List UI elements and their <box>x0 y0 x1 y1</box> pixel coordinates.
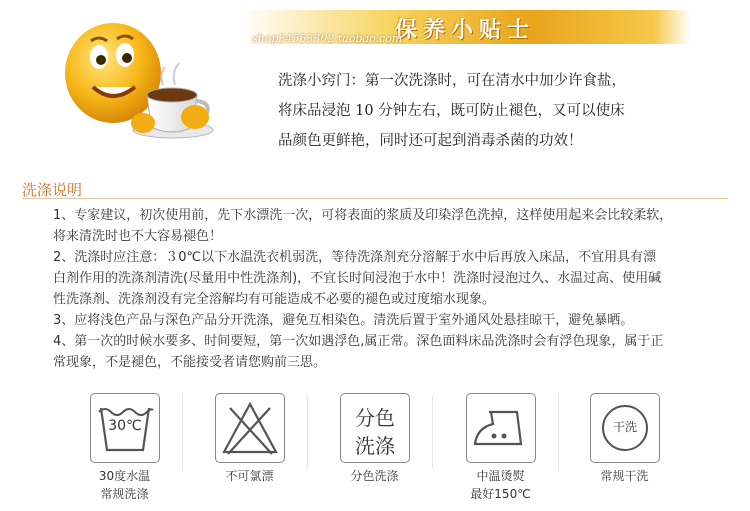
care-item-separate-colors <box>322 385 442 511</box>
note-line: 常现象，不是褪色，不能接受者请您购前三思。 <box>53 355 327 370</box>
caption-line: 常规洗涤 <box>100 487 149 501</box>
washing-notes <box>53 205 713 373</box>
care-icons-row <box>0 385 750 511</box>
dry-clean-label: 干洗 <box>612 420 637 434</box>
care-item-wash-30 <box>72 385 192 511</box>
section-title: 洗涤说明 <box>22 181 83 199</box>
caption-line: 常规干洗 <box>600 469 649 483</box>
care-caption <box>448 467 553 503</box>
symbol-line: 分色 <box>355 406 395 430</box>
symbol-line: 洗涤 <box>355 434 395 458</box>
note-line: 2、洗涤时应注意：３0℃以下水温洗衣机弱洗，等待洗涤剂充分溶解于水中后再放入床品，不宜用具有漂 <box>53 250 657 265</box>
top-section <box>0 0 750 180</box>
tip-line: 洗涤小窍门：第一次洗涤时，可在清水中加少许食盐， <box>278 73 626 89</box>
care-caption <box>322 467 427 485</box>
note-line: 3、应将浅色产品与深色产品分开洗涤，避免互相染色。清洗后置于室外通风处悬挂晾干，避免暴晒。 <box>53 313 634 328</box>
care-caption <box>572 467 677 485</box>
separate-colors-icon <box>340 393 410 463</box>
care-caption <box>72 467 177 503</box>
banner-title: 保养小贴士 <box>394 17 535 43</box>
caption-line: 中温烫熨 <box>476 469 525 483</box>
no-bleach-icon <box>215 393 285 463</box>
note-line: 白剂作用的洗涤剂清洗(尽量用中性洗涤剂)，不宜长时间浸泡于水中！洗涤时浸泡过久、水温过高、使用碱 <box>53 271 662 286</box>
caption-line: 分色洗涤 <box>350 469 399 483</box>
note-line: 1、专家建议，初次使用前，先下水漂洗一次，可将表面的浆质及印染浮色洗掉，这样使用起来会比较柔软， <box>53 208 673 223</box>
icon-divider <box>307 395 308 469</box>
note-line: 性洗涤剂、洗涤剂没有完全溶解均有可能造成不必要的褪色或过度缩水现象。 <box>53 292 496 307</box>
care-item-iron-medium <box>448 385 568 511</box>
section-divider <box>22 198 728 199</box>
icon-divider <box>558 395 559 469</box>
shop-url: shop34553302.taobao.com <box>252 32 403 45</box>
care-item-dry-clean <box>572 385 692 511</box>
icon-divider <box>182 395 183 469</box>
smiley-coffee-icon <box>55 5 230 155</box>
tip-line: 将床品浸泡 10 分钟左右，既可防止褪色，又可以使床 <box>278 103 625 119</box>
icon-divider <box>432 395 433 469</box>
caption-line: 不可氯漂 <box>225 469 274 483</box>
tip-line: 品颜色更鲜艳，同时还可起到消毒杀菌的功效！ <box>278 133 583 149</box>
wash-tub-icon <box>90 393 160 463</box>
note-line: 将来清洗时也不大容易褪色！ <box>53 229 223 244</box>
note-line: 4、第一次的时候水要多、时间要短，第一次如遇浮色,属正常。深色面料床品洗涤时会有浮色现象，属于正 <box>53 334 664 349</box>
care-item-no-bleach <box>197 385 317 511</box>
wash-temp-label: 30℃ <box>108 418 142 434</box>
care-caption <box>197 467 302 485</box>
dry-clean-icon <box>590 393 660 463</box>
iron-icon <box>466 393 536 463</box>
caption-line: 最好150℃ <box>470 487 531 501</box>
caption-line: 30度水温 <box>98 469 151 483</box>
washing-tip <box>278 66 698 156</box>
